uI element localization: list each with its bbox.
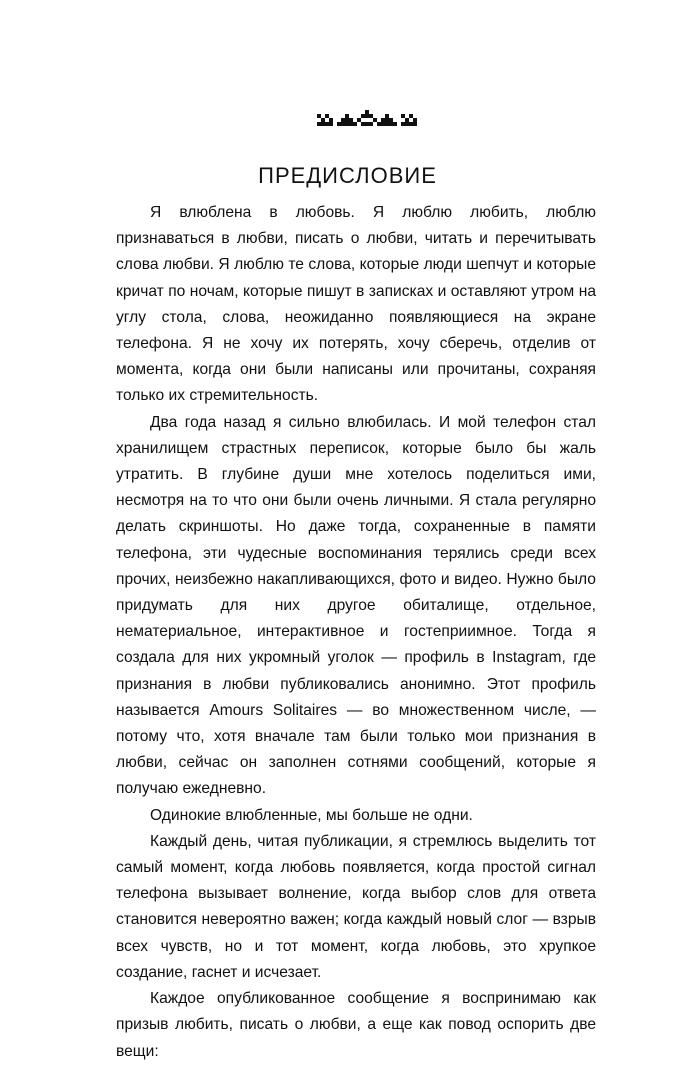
paragraph: Каждое опубликованное сообщение я воспринимаю как призыв любить, писать о любви, а еще как повод оспорить две вещи:: [116, 990, 596, 1060]
body-text: [116, 200, 596, 1065]
paragraph: Я влюблена в любовь. Я люблю любить, люблю признаваться в любви, писать о любви, читать и перечитывать слова любви. Я люблю те слова, которые люди шепчут и которые кричат по ночам, которые пишут в записках и оставляют утром на углу стола, слова, неожиданно появляющиеся на экране телефона. Я не хочу их потерять, хочу сберечь, отделив от момента, когда они были написаны или прочитаны, сохраняя только их стремительность.: [116, 204, 596, 405]
paragraph: Два года назад я сильно влюбилась. И мой телефон стал хранилищем страстных переписок, которые было бы жаль утратить. В глубине души мне хотелось поделиться ими, несмотря на то что они были очень личными. Я стала регулярно делать скриншоты. Но даже тогда, сохраненные в памяти телефона, эти чудесные воспоминания терялись среди всех прочих, неизбежно накапливающихся, фото и видео. Нужно было придумать для них другое обиталище, отдельное, нематериальное, интерактивное и гостеприимное. Тогда я создала для них укромный уголок — профиль в Instagram, где признания в любви публиковались анонимно. Этот профиль называется Amours Solitaires — во множественном числе, — потому что, хотя вначале там были только мои признания в любви, сейчас он заполнен сотнями сообщений, которые я получаю ежедневно.: [116, 413, 596, 798]
paragraph: Каждый день, читая публикации, я стремлюсь выделить тот самый момент, когда любовь появляется, когда простой сигнал телефона вызывает волнение, когда выбор слов для ответа становится невероятно важен; когда каждый новый слог — взрыв всех чувств, но и тот момент, когда любовь, это хрупкое создание, гаснет и исчезает.: [116, 832, 596, 981]
page-title: ПРЕДИСЛОВИЕ: [258, 162, 437, 188]
paragraph: Одинокие влюбленные, мы больше не одни.: [150, 806, 473, 824]
pixel-ornament-icon: [317, 110, 417, 126]
